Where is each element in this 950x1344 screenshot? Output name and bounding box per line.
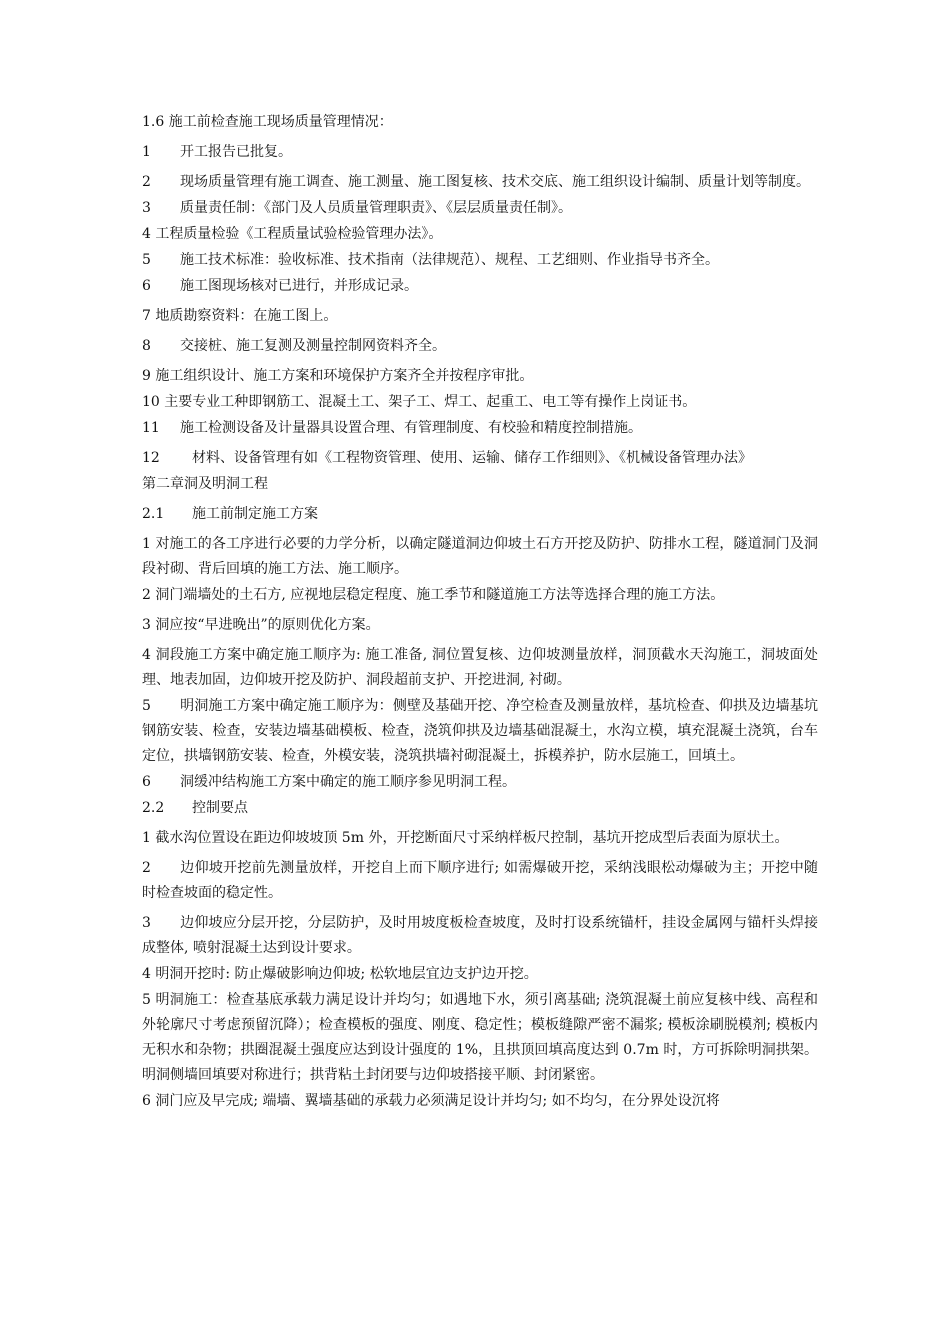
list-item (142, 140, 818, 165)
heading-text: 第二章洞及明洞工程 (142, 476, 268, 492)
paragraph-text: 洞缓冲结构施工方案中确定的施工顺序参见明洞工程。 (180, 774, 516, 790)
paragraph (142, 1089, 818, 1114)
list-item (142, 911, 818, 961)
paragraph-text: 施工检测设备及计量器具设置合理、有管理制度、有校验和精度控制措施。 (180, 420, 642, 436)
paragraph-text: 开工报告已批复。 (180, 144, 292, 160)
paragraph (142, 988, 818, 1088)
paragraph-text: 1.6 施工前检查施工现场质量管理情况： (142, 114, 393, 130)
list-item (142, 274, 818, 299)
paragraph-text: 4 工程质量检验《工程质量试验检验管理办法》。 (142, 226, 443, 242)
paragraph-text: 交接桩、施工复测及测量控制网资料齐全。 (180, 338, 446, 354)
item-number: 2 (142, 174, 151, 190)
paragraph-text: 边仰坡应分层开挖，分层防护，及时用坡度板检查坡度，及时打设系统锚杆，挂设金属网与锚杆头焊接成整体, 喷射混凝土达到设计要求。 (142, 915, 818, 956)
section-number: 2.1 (142, 506, 165, 522)
paragraph-text: 2 洞门端墙处的土石方, 应视地层稳定程度、施工季节和隧道施工方法等选择合理的施工方法。 (142, 587, 725, 603)
chapter-heading (142, 472, 818, 497)
paragraph (142, 962, 818, 987)
paragraph-text: 5 明洞施工：检查基底承载力满足设计并均匀；如遇地下水，须引离基础; 浇筑混凝土前应复核中线、高程和外轮廓尺寸考虑预留沉降）；检查模板的强度、刚度、稳定性；模板缝隙严密不漏浆; 模板涂刷脱模剂; 模板内无积水和杂物；拱圈混凝土强度应达到设计强度的 1%，且拱顶回填高度达到 0.7m 时，方可拆除明洞拱架。明洞侧墙回填要对称进行；拱背粘土封闭要与边仰坡搭接平顺、封闭紧密。 (142, 992, 818, 1083)
paragraph-text: 1 对施工的各工序进行必要的力学分析，以确定隧道洞边仰坡土石方开挖及防护、防排水工程，隧道洞门及洞段衬砌、背后回填的施工方法、施工顺序。 (142, 536, 818, 577)
list-item (142, 694, 818, 769)
item-number: 5 (142, 252, 151, 268)
item-number: 5 (142, 698, 151, 714)
paragraph-text: 现场质量管理有施工调查、施工测量、施工图复核、技术交底、施工组织设计编制、质量计划等制度。 (180, 174, 810, 190)
list-item (142, 416, 818, 441)
item-number: 6 (142, 774, 151, 790)
list-item (142, 248, 818, 273)
item-number: 12 (142, 450, 160, 466)
list-item (142, 334, 818, 359)
paragraph (142, 110, 818, 135)
paragraph-text: 边仰坡开挖前先测量放样，开挖自上而下顺序进行; 如需爆破开挖，采纳浅眼松动爆破为主；开挖中随时检查坡面的稳定性。 (142, 860, 818, 901)
list-item (142, 770, 818, 795)
paragraph-text: 6 洞门应及早完成; 端墙、翼墙基础的承载力必须满足设计并均匀; 如不均匀，在分界处设沉将 (142, 1093, 720, 1109)
section-heading (142, 502, 818, 527)
list-item (142, 196, 818, 221)
paragraph-text: 施工图现场核对已进行，并形成记录。 (180, 278, 418, 294)
paragraph (142, 532, 818, 582)
paragraph (142, 613, 818, 638)
paragraph (142, 304, 818, 329)
item-number: 3 (142, 915, 151, 931)
item-number: 8 (142, 338, 151, 354)
item-number: 2 (142, 860, 151, 876)
paragraph-text: 9 施工组织设计、施工方案和环境保护方案齐全并按程序审批。 (142, 368, 534, 384)
heading-text: 控制要点 (192, 800, 248, 816)
paragraph-text: 3 洞应按“早进晚出”的原则优化方案。 (142, 617, 380, 633)
list-item (142, 856, 818, 906)
paragraph (142, 583, 818, 608)
heading-text: 施工前制定施工方案 (192, 506, 318, 522)
paragraph-text: 4 洞段施工方案中确定施工顺序为: 施工准备, 洞位置复核、边仰坡测量放样，洞顶截水天沟施工，洞坡面处理、地表加固，边仰坡开挖及防护、洞段超前支护、开挖进洞, 衬砌。 (142, 647, 818, 688)
item-number: 1 (142, 144, 151, 160)
paragraph (142, 643, 818, 693)
paragraph-text: 材料、设备管理有如《工程物资管理、使用、运输、储存工作细则》、《机械设备管理办法》 (192, 450, 752, 466)
section-number: 2.2 (142, 800, 165, 816)
paragraph-text: 1 截水沟位置设在距边仰坡坡顶 5m 外，开挖断面尺寸采纳样板尺控制，基坑开挖成型后表面为原状土。 (142, 830, 789, 846)
document-body (142, 110, 818, 1119)
item-number: 11 (142, 420, 160, 436)
paragraph-text: 施工技术标准：验收标准、技术指南（法律规范）、规程、工艺细则、作业指导书齐全。 (180, 252, 719, 268)
paragraph-text: 明洞施工方案中确定施工顺序为：侧壁及基础开挖、净空检查及测量放样，基坑检查、仰拱及边墙基坑钢筋安装、检查，安装边墙基础模板、检查，浇筑仰拱及边墙基础混凝土，水沟立模，填充混凝土浇筑，台车定位，拱墙钢筋安装、检查，外模安装，浇筑拱墙衬砌混凝土，拆模养护，防水层施工，回填土。 (142, 698, 818, 764)
paragraph (142, 826, 818, 851)
paragraph-text: 10 主要专业工种即钢筋工、混凝土工、架子工、焊工、起重工、电工等有操作上岗证书。 (142, 394, 697, 410)
list-item (142, 446, 818, 471)
paragraph-text: 4 明洞开挖时: 防止爆破影响边仰坡; 松软地层宜边支护边开挖。 (142, 966, 538, 982)
paragraph (142, 390, 818, 415)
paragraph (142, 364, 818, 389)
section-heading (142, 796, 818, 821)
paragraph-text: 7 地质勘察资料：在施工图上。 (142, 308, 338, 324)
item-number: 3 (142, 200, 151, 216)
item-number: 6 (142, 278, 151, 294)
paragraph-text: 质量责任制：《部门及人员质量管理职责》、《层层质量责任制》。 (180, 200, 572, 216)
paragraph (142, 222, 818, 247)
list-item (142, 170, 818, 195)
